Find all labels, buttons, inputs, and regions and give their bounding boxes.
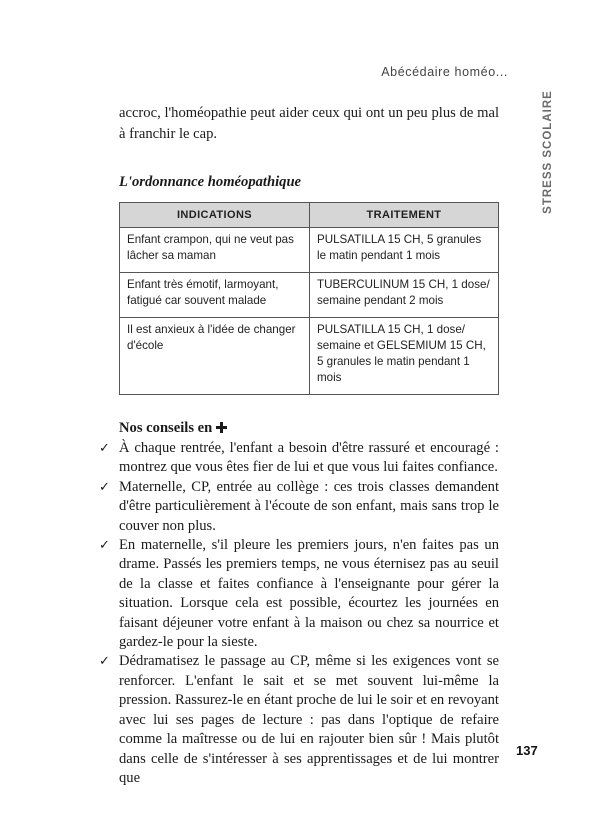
list-item-text: Dédramatisez le passage au CP, même si les exigences vont se renforcer. L'enfant le sait et se met souvent lui-même la pression. Rassurez-le en étant proche de lui le soir et en revoyant avec lui ses pages de lecture : pas dans l'optique de refaire comme la maîtresse ou de lui en rajouter bien sûr ! Mais plutôt dans celle de s'intéresser à ses apprentissages et de lui montrer que xyxy=(119,653,499,786)
list-item-text: Maternelle, CP, entrée au collège : ces trois classes demandent d'être particulièrement à l'écoute de son enfant, mais sans trop le couver non plus. xyxy=(119,478,499,534)
table-row xyxy=(120,318,499,395)
list-item-text: À chaque rentrée, l'enfant a besoin d'être rassuré et encouragé : montrez que vous êtes fier de lui et que vous lui faites confiance. xyxy=(119,440,499,476)
page-number: 137 xyxy=(516,743,538,758)
list-item xyxy=(99,652,499,788)
chapter-side-tab-label: STRESS SCOLAIRE xyxy=(542,90,554,214)
indication-cell: Enfant très émotif, larmoyant, fatigué car souvent malade xyxy=(120,273,310,318)
indication-cell: Enfant crampon, qui ne veut pas lâcher sa maman xyxy=(120,228,310,273)
checkmark-icon: ✓ xyxy=(99,538,110,554)
column-header-treatment: TRAITEMENT xyxy=(310,203,499,228)
list-item xyxy=(99,536,499,652)
list-item xyxy=(99,439,499,478)
tips-heading xyxy=(119,420,499,437)
page-content xyxy=(99,103,499,788)
table-row xyxy=(120,228,499,273)
indication-cell: Il est anxieux à l'idée de changer d'école xyxy=(120,318,310,395)
checkmark-icon: ✓ xyxy=(99,441,110,456)
treatment-cell: PULSATILLA 15 CH, 5 granules le matin pendant 1 mois xyxy=(310,228,499,273)
tips-list xyxy=(99,439,499,788)
list-item-text: En maternelle, s'il pleure les premiers jours, n'en faites pas un drame. Passés les premiers temps, ne vous éternisez pas au seuil de la classe et faites confiance à l'enseignante pour gérer la situation. Lorsque cela est possible, écourtez les journées en faisant déjeuner votre enfant à la maison ou chez sa nourrice et gardez-le pour la sieste. xyxy=(119,537,499,651)
checkmark-icon: ✓ xyxy=(99,479,110,495)
column-header-indications: INDICATIONS xyxy=(120,203,310,228)
tips-heading-label: Nos conseils en xyxy=(119,420,213,436)
prescription-title: L'ordonnance homéopathique xyxy=(119,174,302,190)
intro-paragraph: accroc, l'homéopathie peut aider ceux qui ont un peu plus de mal à franchir le cap. xyxy=(119,105,499,142)
checkmark-icon: ✓ xyxy=(99,654,110,670)
treatment-cell: TUBERCULINUM 15 CH, 1 dose/ semaine pendant 2 mois xyxy=(310,273,499,318)
table-row xyxy=(120,273,499,318)
prescription-table xyxy=(119,202,499,395)
table-header-row xyxy=(120,203,499,228)
plus-icon xyxy=(216,422,227,433)
list-item xyxy=(99,478,499,536)
running-head: Abécédaire homéo... xyxy=(381,65,508,79)
chapter-side-tab xyxy=(541,90,555,214)
treatment-cell: PULSATILLA 15 CH, 1 dose/ semaine et GELSEMIUM 15 CH, 5 granules le matin pendant 1 mois xyxy=(310,318,499,395)
